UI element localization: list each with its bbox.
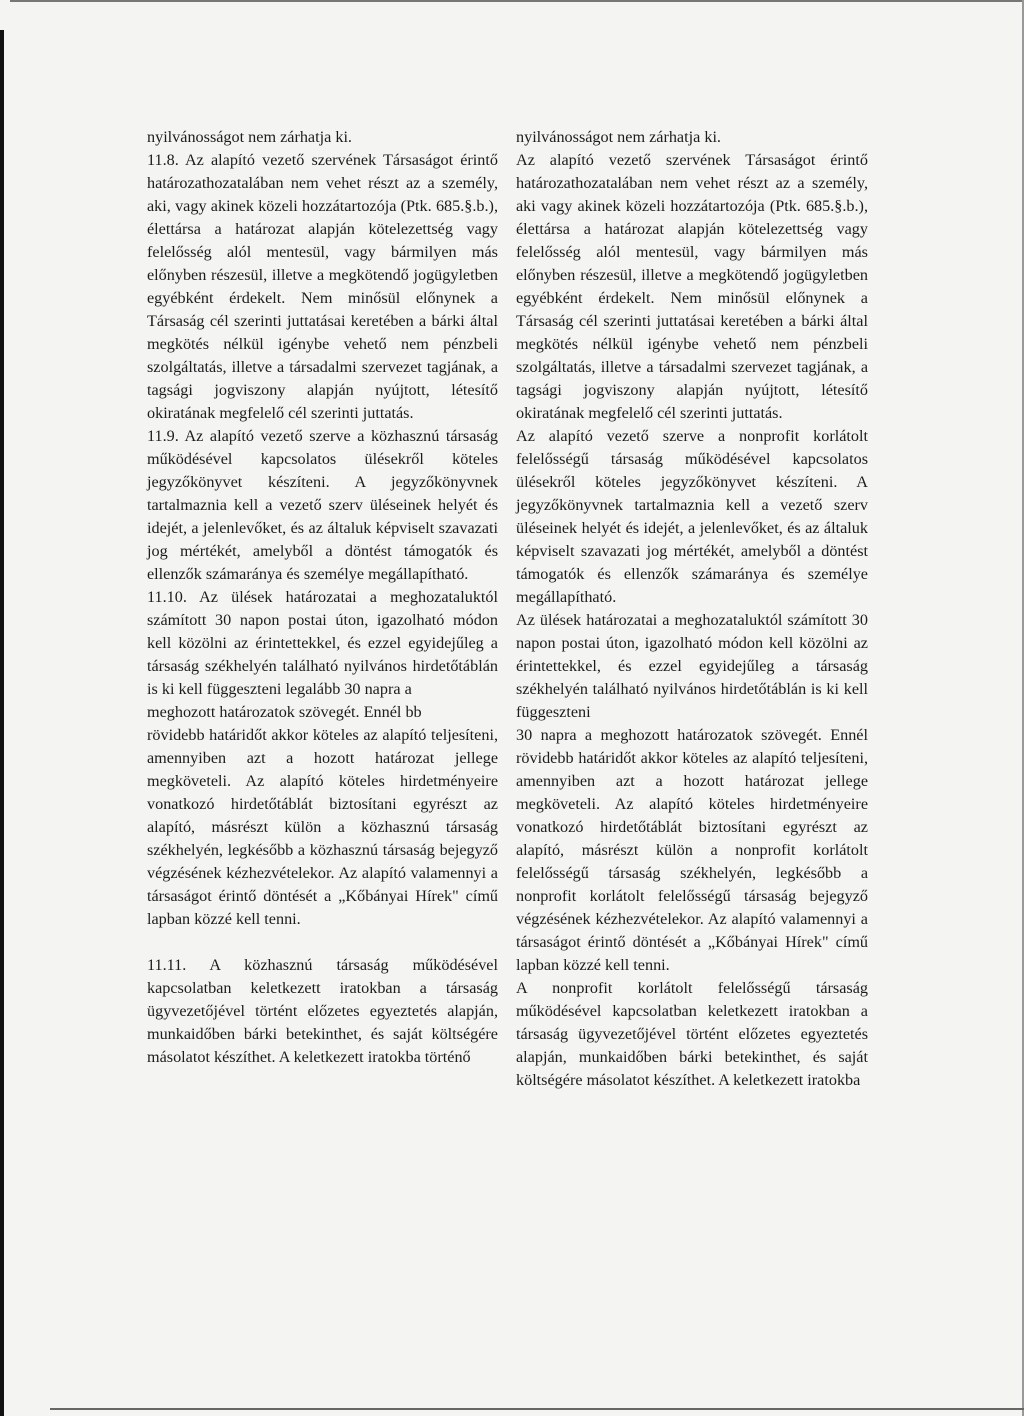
right-paragraph-intro: nyilvánosságot nem zárhatja ki. xyxy=(516,128,721,146)
left-paragraph-11-10-rest: rövidebb határidőt akkor köteles az alapító teljesíteni, amennyiben azt a hozott határozat jellege megköveteli. Az alapító köteles hirdetményeire vonatkozó hirdetőtáblát biztosítani egyrészt az alapító, másrészt külön a közhasznú társaság székhelyén, legkésőbb a közhasznú társaság bejegyző végzésének kézhezvételekor. Az alapító valamennyi a társaságot érintő döntését a „Kőbányai Hírek" című lapban közzé kell tenni. xyxy=(147,726,498,928)
left-paragraph-intro: nyilvánosságot nem zárhatja ki. xyxy=(147,128,352,146)
scan-edge-left xyxy=(0,30,4,1416)
paragraph-gap xyxy=(147,931,498,954)
right-paragraph-2: Az alapító vezető szerve a nonprofit korlátolt felelősségű társaság működésével kapcsolatos ülésekről köteles jegyzőkönyvet készíteni. A jegyzőkönyvnek tartalmaznia kell a vezető szerv üléseinek helyét és idejét, a jelenlevőket, és az általuk képviselt szavazati jog mértékét, amelyből a döntést támogatók és ellenzők számaránya és személye megállapítható. xyxy=(516,427,868,606)
left-column-original-text xyxy=(147,126,498,1069)
right-paragraph-4: A nonprofit korlátolt felelősségű társaság működésével kapcsolatban keletkezett iratokban a társaság ügyvezetőjével történt előzetes egyeztetés alapján, munkaidőben bárki betekinthet, és saját költségére másolatot készíthet. A keletkezett iratokba xyxy=(516,979,868,1089)
left-paragraph-11-10-overflow-line: meghozott határozatok szövegét. Ennél bb xyxy=(147,703,422,721)
scan-edge-bottom xyxy=(50,1408,1024,1410)
left-paragraph-11-10: 11.10. Az ülések határozatai a meghozataluktól számított 30 napon postai úton, igazolható módon kell közölni az érintettekkel, és ezzel egyidejűleg a társaság székhelyén található nyilvános hirdetőtáblán is ki kell függeszteni legalább 30 napra a xyxy=(147,588,498,698)
right-paragraph-1: Az alapító vezető szervének Társaságot érintő határozathozatalában nem vehet részt az a személy, aki vagy akinek közeli hozzátartozója (Ptk. 685.§.b.), élettársa a határozat alapján kötelezettség vagy felelősség alól mentesül, vagy bármilyen más előnyben részesül, illetve a megkötendő jogügyletben egyébként érdekelt. Nem minősül előnynek a Társaság cél szerinti juttatásai keretében a bárki által megkötés nélkül igénybe vehető nem pénzbeli szolgáltatás, illetve a társadalmi szervezet tagjának, a tagsági jogviszony alapján nyújtott, létesítő okiratának megfelelő cél szerinti juttatás. xyxy=(516,151,868,422)
scan-edge-top xyxy=(10,0,1024,2)
left-paragraph-11-11: 11.11. A közhasznú társaság működésével kapcsolatban keletkezett iratokban a társaság ügyvezetőjével történt előzetes egyeztetés alapján, munkaidőben bárki betekinthet, és saját költségére másolatot készíthet. A keletkezett iratokba történő xyxy=(147,956,498,1066)
right-paragraph-3: Az ülések határozatai a meghozataluktól számított 30 napon postai úton, igazolható módon kell közölni az érintettekkel, és ezzel egyidejűleg a társaság székhelyén található nyilvános hirdetőtáblán is ki kell függeszteni xyxy=(516,611,868,721)
right-column-amended-text xyxy=(516,126,868,1092)
left-paragraph-11-9: 11.9. Az alapító vezető szerve a közhasznú társaság működésével kapcsolatos ülésekről köteles jegyzőkönyvet készíteni. A jegyzőkönyvnek tartalmaznia kell a vezető szerv üléseinek helyét és idejét, a jelenlevőket, és az általuk képviselt szavazati jog mértékét, amelyből a döntést támogatók és ellenzők számaránya és személye megállapítható. xyxy=(147,427,498,583)
left-paragraph-11-8: 11.8. Az alapító vezető szervének Társaságot érintő határozathozatalában nem vehet részt az a személy, aki, vagy akinek közeli hozzátartozója (Ptk. 685.§.b.), élettársa a határozat alapján kötelezettség vagy felelősség alól mentesül, vagy bármilyen más előnyben részesül, illetve a megkötendő jogügyletben egyébként érdekelt. Nem minősül előnynek a Társaság cél szerinti juttatásai keretében a bárki által megkötés nélkül igénybe vehető nem pénzbeli szolgáltatás, illetve a társadalmi szervezet tagjának, a tagsági jogviszony alapján nyújtott, létesítő okiratának megfelelő cél szerinti juttatás. xyxy=(147,151,498,422)
right-paragraph-3-continued: 30 napra a meghozott határozatok szövegét. Ennél rövidebb határidőt akkor köteles az alapító teljesíteni, amennyiben azt a hozott határozat jellege megköveteli. Az alapító köteles hirdetményeire vonatkozó hirdetőtáblát biztosítani egyrészt az alapító, másrészt külön a nonprofit korlátolt felelősségű társaság székhelyén, legkésőbb a nonprofit korlátolt felelősségű társaság bejegyző végzésének kézhezvételekor. Az alapító valamennyi a társaságot érintő döntését a „Kőbányai Hírek" című lapban közzé kell tenni. xyxy=(516,726,868,974)
